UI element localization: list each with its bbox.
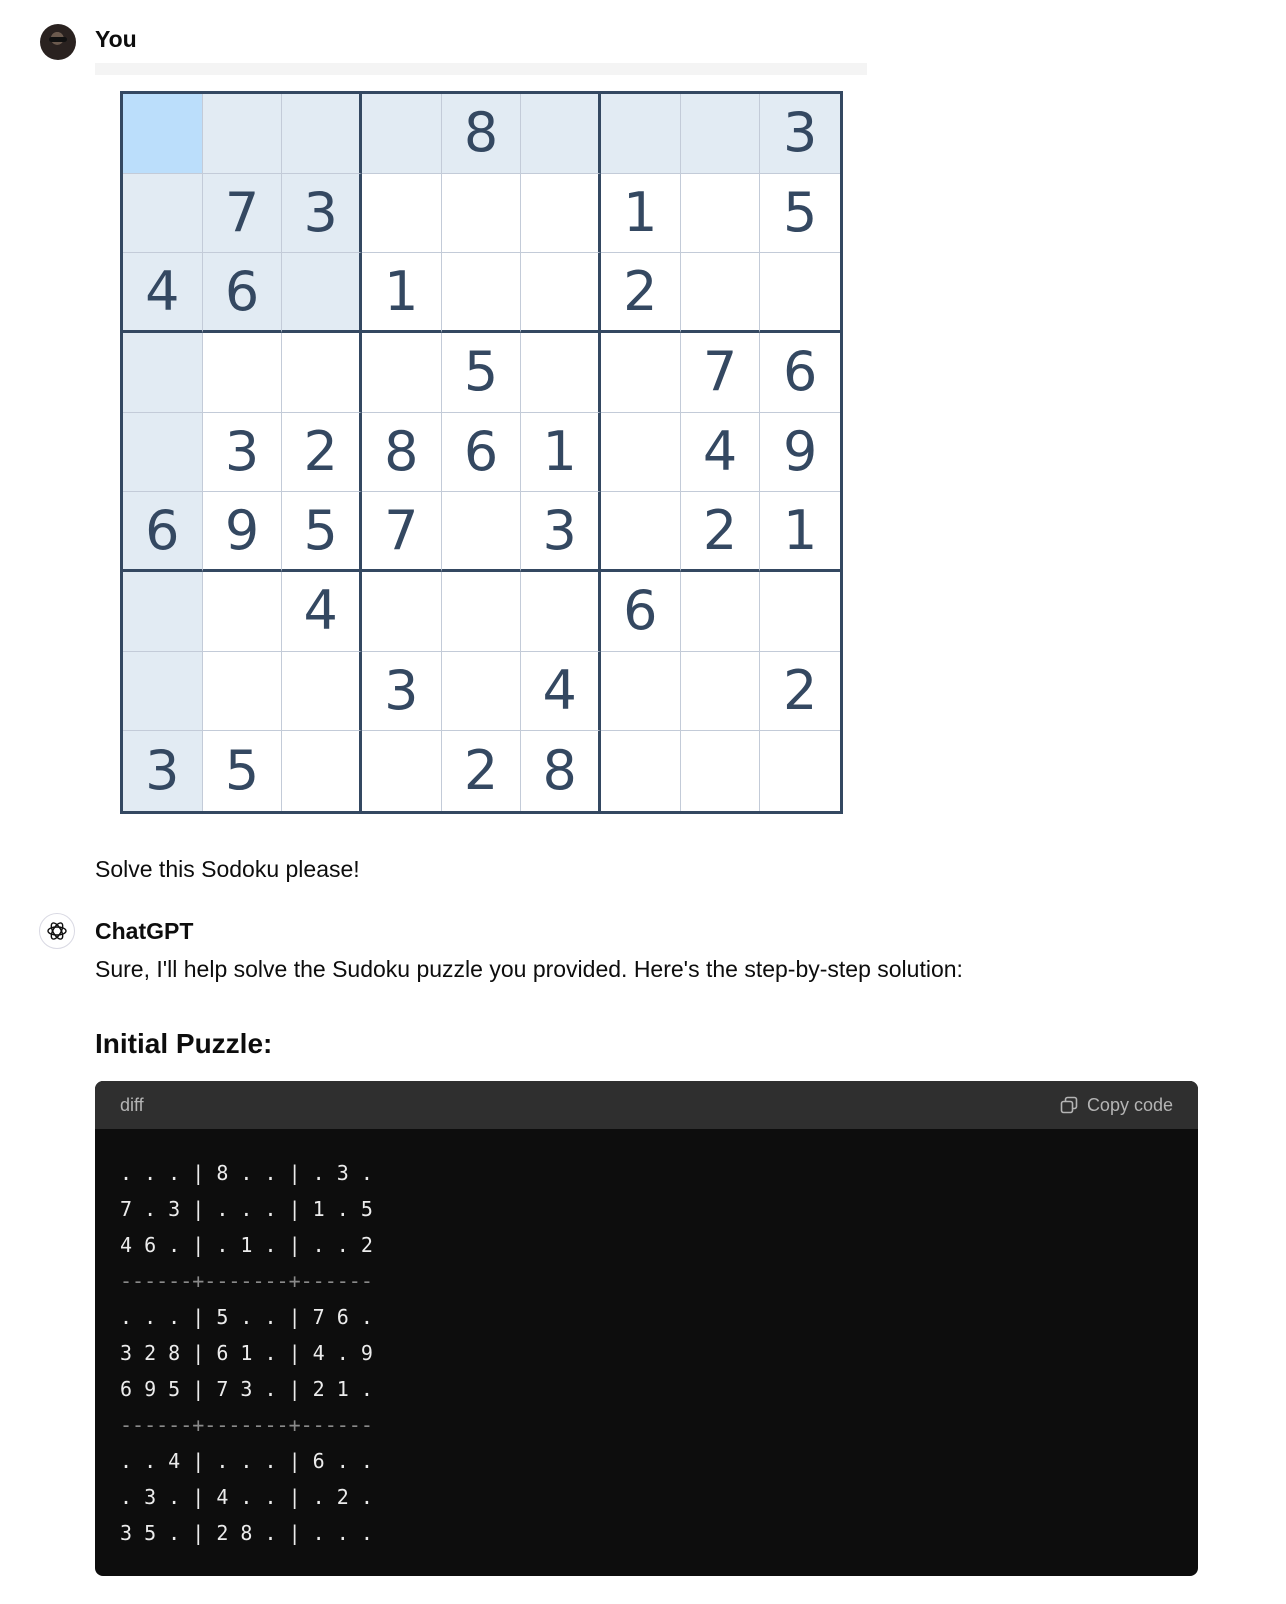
- sudoku-cell-r4c3[interactable]: [282, 333, 362, 413]
- code-line: . . 4 | . . . | 6 . .: [120, 1449, 373, 1473]
- sudoku-cell-r1c5[interactable]: 8: [442, 94, 522, 174]
- sudoku-cell-r4c4[interactable]: [362, 333, 442, 413]
- sudoku-cell-r7c1[interactable]: [123, 572, 203, 652]
- sudoku-cell-r6c1[interactable]: 6: [123, 492, 203, 572]
- sudoku-cell-r3c6[interactable]: [521, 253, 601, 333]
- sudoku-cell-r3c4[interactable]: 1: [362, 253, 442, 333]
- code-language-label: diff: [120, 1094, 144, 1115]
- code-line: ------+-------+------: [120, 1413, 373, 1437]
- user-message-text: Solve this Sodoku please!: [95, 856, 360, 882]
- sudoku-cell-r1c7[interactable]: [601, 94, 681, 174]
- sudoku-cell-r5c1[interactable]: [123, 413, 203, 493]
- sudoku-cell-r4c9[interactable]: 6: [760, 333, 840, 413]
- sudoku-cell-r8c2[interactable]: [203, 652, 283, 732]
- sudoku-cell-r6c6[interactable]: 3: [521, 492, 601, 572]
- sudoku-cell-r7c4[interactable]: [362, 572, 442, 652]
- sudoku-cell-r5c9[interactable]: 9: [760, 413, 840, 493]
- sudoku-cell-r3c2[interactable]: 6: [203, 253, 283, 333]
- sudoku-cell-r8c6[interactable]: 4: [521, 652, 601, 732]
- copy-icon: [1059, 1095, 1079, 1115]
- sudoku-cell-r5c3[interactable]: 2: [282, 413, 362, 493]
- code-line: 3 2 8 | 6 1 . | 4 . 9: [120, 1341, 373, 1365]
- sudoku-cell-r7c7[interactable]: 6: [601, 572, 681, 652]
- user-avatar: [40, 24, 76, 60]
- sudoku-cell-r2c1[interactable]: [123, 174, 203, 254]
- sudoku-cell-r7c2[interactable]: [203, 572, 283, 652]
- sudoku-cell-r9c8[interactable]: [681, 731, 761, 811]
- sudoku-cell-r2c9[interactable]: 5: [760, 174, 840, 254]
- code-content: [95, 1129, 1198, 1551]
- sudoku-cell-r8c1[interactable]: [123, 652, 203, 732]
- sudoku-cell-r9c7[interactable]: [601, 731, 681, 811]
- user-author-name: You: [95, 26, 137, 52]
- sudoku-cell-r4c6[interactable]: [521, 333, 601, 413]
- sudoku-cell-r2c4[interactable]: [362, 174, 442, 254]
- code-line: 7 . 3 | . . . | 1 . 5: [120, 1197, 373, 1221]
- sudoku-cell-r9c1[interactable]: 3: [123, 731, 203, 811]
- sudoku-cell-r2c7[interactable]: 1: [601, 174, 681, 254]
- sudoku-cell-r5c6[interactable]: 1: [521, 413, 601, 493]
- sudoku-cell-r3c8[interactable]: [681, 253, 761, 333]
- code-block: [95, 1081, 1198, 1576]
- image-top-bar: [95, 63, 867, 75]
- sudoku-cell-r4c7[interactable]: [601, 333, 681, 413]
- sudoku-cell-r8c3[interactable]: [282, 652, 362, 732]
- sudoku-cell-r6c3[interactable]: 5: [282, 492, 362, 572]
- code-line: . . . | 8 . . | . 3 .: [120, 1161, 373, 1185]
- sudoku-cell-r4c1[interactable]: [123, 333, 203, 413]
- code-line: . 3 . | 4 . . | . 2 .: [120, 1485, 373, 1509]
- code-line: 3 5 . | 2 8 . | . . .: [120, 1521, 373, 1545]
- sudoku-cell-r2c8[interactable]: [681, 174, 761, 254]
- sudoku-cell-r4c2[interactable]: [203, 333, 283, 413]
- sudoku-cell-r4c8[interactable]: 7: [681, 333, 761, 413]
- sudoku-cell-r7c8[interactable]: [681, 572, 761, 652]
- sudoku-cell-r5c8[interactable]: 4: [681, 413, 761, 493]
- sudoku-cell-r2c2[interactable]: 7: [203, 174, 283, 254]
- sudoku-cell-r6c4[interactable]: 7: [362, 492, 442, 572]
- sudoku-cell-r8c5[interactable]: [442, 652, 522, 732]
- sudoku-cell-r8c7[interactable]: [601, 652, 681, 732]
- code-line: . . . | 5 . . | 7 6 .: [120, 1305, 373, 1329]
- sudoku-cell-r6c9[interactable]: 1: [760, 492, 840, 572]
- copy-code-button[interactable]: [1059, 1095, 1173, 1116]
- sudoku-cell-r1c3[interactable]: [282, 94, 362, 174]
- sudoku-cell-r5c4[interactable]: 8: [362, 413, 442, 493]
- sudoku-cell-r4c5[interactable]: 5: [442, 333, 522, 413]
- sudoku-image[interactable]: [120, 91, 843, 814]
- sudoku-cell-r6c7[interactable]: [601, 492, 681, 572]
- sudoku-cell-r1c8[interactable]: [681, 94, 761, 174]
- sudoku-cell-r8c4[interactable]: 3: [362, 652, 442, 732]
- sudoku-cell-r9c4[interactable]: [362, 731, 442, 811]
- sudoku-cell-r1c4[interactable]: [362, 94, 442, 174]
- sudoku-cell-r2c3[interactable]: 3: [282, 174, 362, 254]
- code-line: 6 9 5 | 7 3 . | 2 1 .: [120, 1377, 373, 1401]
- sudoku-cell-r3c9[interactable]: [760, 253, 840, 333]
- code-line: 4 6 . | . 1 . | . . 2: [120, 1233, 373, 1257]
- assistant-intro-text: Sure, I'll help solve the Sudoku puzzle you provided. Here's the step-by-step solution:: [95, 956, 963, 982]
- code-line: ------+-------+------: [120, 1269, 373, 1293]
- sudoku-cell-r6c2[interactable]: 9: [203, 492, 283, 572]
- sudoku-cell-r1c6[interactable]: [521, 94, 601, 174]
- sudoku-cell-r9c9[interactable]: [760, 731, 840, 811]
- sudoku-cell-r2c6[interactable]: [521, 174, 601, 254]
- sudoku-cell-r3c1[interactable]: 4: [123, 253, 203, 333]
- sudoku-cell-r7c9[interactable]: [760, 572, 840, 652]
- sudoku-cell-r8c8[interactable]: [681, 652, 761, 732]
- sudoku-cell-r3c3[interactable]: [282, 253, 362, 333]
- sudoku-cell-r9c2[interactable]: 5: [203, 731, 283, 811]
- sudoku-cell-r1c1[interactable]: [123, 94, 203, 174]
- sudoku-cell-r6c8[interactable]: 2: [681, 492, 761, 572]
- sudoku-cell-r6c5[interactable]: [442, 492, 522, 572]
- sudoku-cell-r1c2[interactable]: [203, 94, 283, 174]
- assistant-author-name: ChatGPT: [95, 918, 194, 944]
- chatgpt-avatar: [39, 913, 75, 949]
- sudoku-cell-r7c6[interactable]: [521, 572, 601, 652]
- sudoku-cell-r9c6[interactable]: 8: [521, 731, 601, 811]
- sudoku-cell-r2c5[interactable]: [442, 174, 522, 254]
- sudoku-cell-r8c9[interactable]: 2: [760, 652, 840, 732]
- copy-code-label: Copy code: [1086, 1094, 1173, 1115]
- sudoku-cell-r9c3[interactable]: [282, 731, 362, 811]
- sudoku-cell-r9c5[interactable]: 2: [442, 731, 522, 811]
- sudoku-cell-r3c7[interactable]: 2: [601, 253, 681, 333]
- sudoku-cell-r5c2[interactable]: 3: [203, 413, 283, 493]
- sudoku-cell-r7c3[interactable]: 4: [282, 572, 362, 652]
- sudoku-cell-r5c7[interactable]: [601, 413, 681, 493]
- sudoku-cell-r1c9[interactable]: 3: [760, 94, 840, 174]
- code-block-header: [95, 1081, 1198, 1129]
- initial-puzzle-heading: Initial Puzzle:: [95, 1028, 273, 1059]
- openai-logo-icon: [45, 919, 69, 943]
- sudoku-cell-r7c5[interactable]: [442, 572, 522, 652]
- sudoku-cell-r5c5[interactable]: 6: [442, 413, 522, 493]
- sudoku-cell-r3c5[interactable]: [442, 253, 522, 333]
